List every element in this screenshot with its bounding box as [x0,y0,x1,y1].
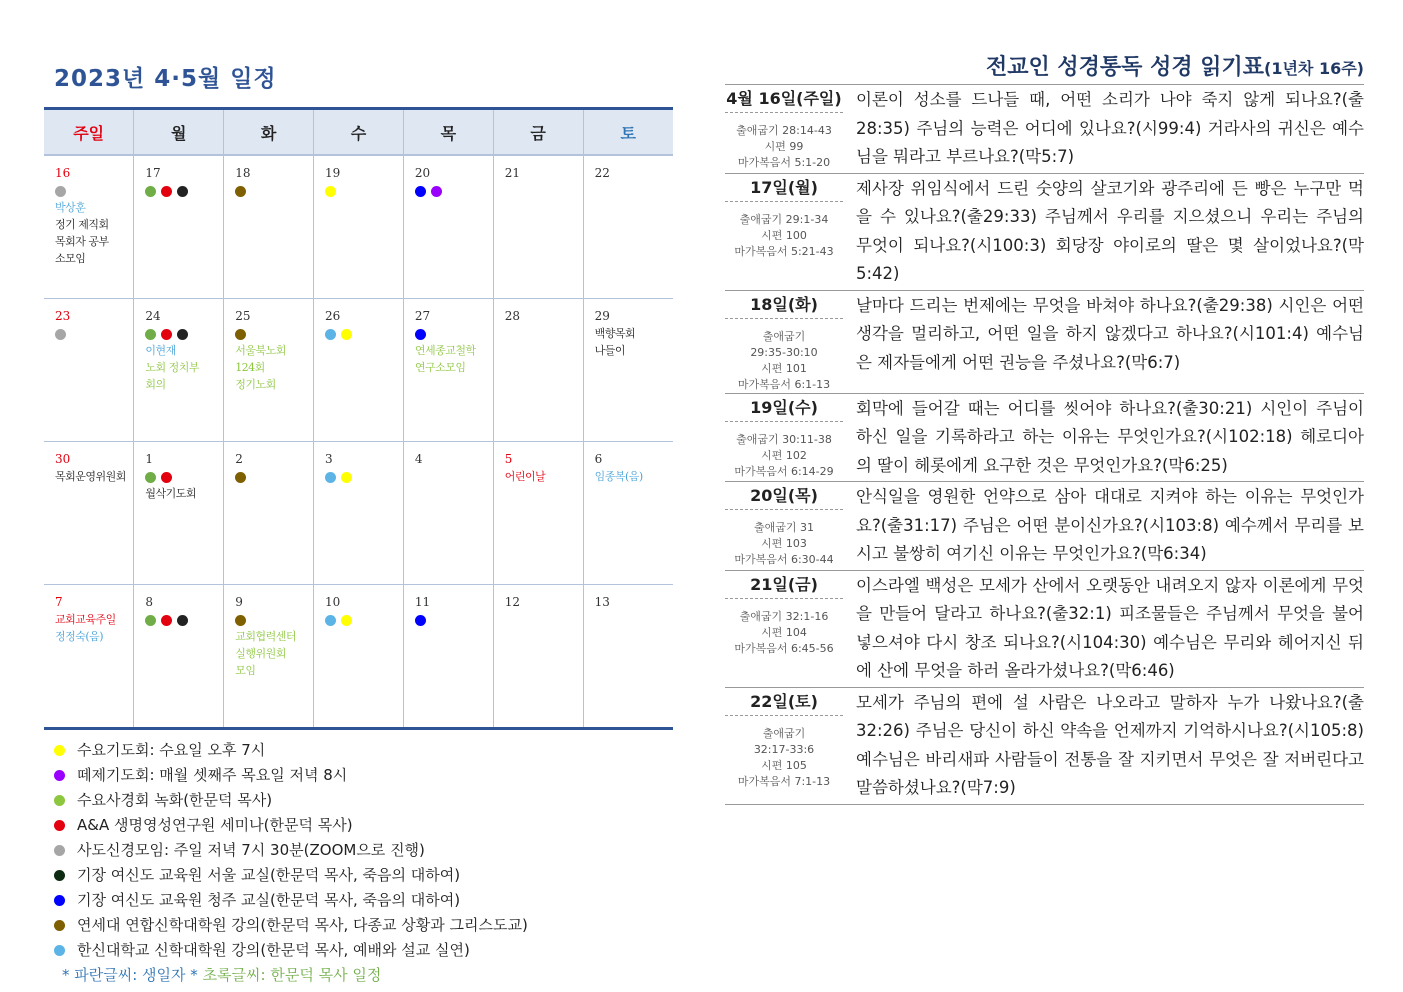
calendar-day-cell [314,299,404,442]
event-note: 124회 [235,361,265,374]
legend-text: 떼제기도회: 매월 셋째주 목요일 저녁 8시 [77,766,348,784]
day-number: 5 [504,452,513,466]
day-number: 24 [145,309,161,323]
legend-dot-icon [54,870,65,881]
day-number: 30 [55,452,71,466]
event-dot [145,329,156,340]
event-dots [325,611,403,628]
event-note: 실행위원회 [235,647,286,660]
event-dot [325,186,336,197]
reading-entry [725,291,1364,394]
day-number: 8 [145,595,153,609]
calendar-day-cell [44,299,134,442]
event-dot [415,615,426,626]
event-note: 박상훈 [55,201,86,214]
weekday-mon: 월 [134,109,224,156]
event-note: 임종복(음) [594,470,643,483]
event-dot [325,329,336,340]
calendar-day-cell [403,299,493,442]
event-dots [415,611,493,628]
event-note: 모임 [235,664,256,677]
reading-questions: 회막에 들어갈 때는 어디를 씻어야 하나요?(출30:21) 시인이 주님이 하신 일을 기록하라고 하는 이유는 무엇인가요?(시102:18) 헤로디아의 딸이 헤롯에게 요구한 것은 무엇인가요?(막6:25) [856,398,1364,475]
day-number: 23 [55,309,71,323]
legend-dot-icon [54,770,65,781]
day-number: 10 [325,595,341,609]
reading-entries [725,85,1364,805]
legend-text: 수요기도회: 수요일 오후 7시 [77,741,266,759]
day-number: 11 [414,595,431,609]
calendar-day-cell [583,442,673,585]
calendar-table [44,107,673,730]
reading-entry-left [725,571,843,687]
legend-item [54,763,674,788]
calendar-week-row [44,299,673,442]
reading-ref: 마가복음서 6:30-44 [734,553,834,566]
reading-entry [725,174,1364,291]
event-dots [55,325,133,342]
legend-dot-icon [54,945,65,956]
reading-ref: 시편 105 [761,758,807,772]
legend-item [54,888,674,913]
day-number: 18 [235,166,251,180]
day-number: 2 [235,452,243,466]
legend-item [54,938,674,963]
reading-ref: 시편 101 [761,361,807,375]
reading-day: 4월 16일(주일) [725,85,843,113]
weekday-tue: 화 [224,109,314,156]
reading-ref: 출애굽기 31 [754,521,814,534]
reading-ref: 마가복음서 6:45-56 [734,641,834,655]
weekday-sun: 주일 [44,109,134,156]
legend-item [54,738,674,763]
event-dot [177,615,188,626]
reading-refs [725,716,843,790]
reading-ref: 마가복음서 7:1-13 [737,774,831,788]
reading-ref: 시편 99 [764,140,804,153]
day-number: 9 [235,595,243,609]
event-dots [145,611,223,628]
event-note: 회의 [145,378,166,391]
weekday-thu: 목 [403,109,493,156]
reading-refs [725,510,843,568]
day-number: 25 [235,309,251,323]
event-dot [431,186,442,197]
event-dot [177,186,188,197]
event-note: 정기 제직회 [55,218,109,231]
reading-refs [725,422,843,480]
day-number: 22 [594,166,610,180]
calendar-day-cell [403,442,493,585]
footnote-blue: * 파란글씨: 생일자 * [62,966,203,984]
legend-dot-icon [54,745,65,756]
reading-ref: 시편 100 [761,228,807,242]
reading-day: 19일(수) [725,394,843,422]
event-note: 목회자 공부 [55,235,109,248]
legend-text: 수요사경회 녹화(한문덕 목사) [77,791,273,809]
reading-ref: 시편 102 [761,448,807,462]
day-number: 27 [414,309,431,323]
day-number: 17 [145,166,161,180]
event-note: 교회협력센터 [235,630,296,643]
calendar-body [44,155,673,729]
legend-dot-icon [54,820,65,831]
reading-title [725,50,1364,85]
event-dots [415,325,493,342]
day-number: 28 [504,309,520,323]
event-dots [325,182,403,199]
reading-day: 18일(화) [725,291,843,319]
legend-item [54,913,674,938]
legend-footnote [54,963,674,988]
legend-text: 사도신경모임: 주일 저녁 7시 30분(ZOOM으로 진행) [77,841,425,859]
event-dots [235,325,313,342]
event-dot [341,615,352,626]
day-number: 3 [325,452,333,466]
day-number: 21 [504,166,520,180]
event-dot [235,472,246,483]
legend-dot-icon [54,845,65,856]
event-dots [235,468,313,485]
event-dot [55,329,66,340]
event-dot [341,329,352,340]
reading-refs [725,113,843,171]
weekday-wed: 수 [314,109,404,156]
event-note: 나들이 [594,344,625,357]
day-number: 26 [325,309,341,323]
calendar-day-cell [583,155,673,299]
event-note: 소모임 [55,252,86,265]
calendar-day-cell [224,299,314,442]
legend-text: 기장 여신도 교육원 서울 교실(한문덕 목사, 죽음의 대하여) [77,866,461,884]
calendar-day-cell [403,585,493,729]
reading-questions: 이론이 성소를 드나들 때, 어떤 소리가 나야 죽지 않게 되나요?(출28:35) 주님의 능력은 어디에 있나요?(시99:4) 거라사의 귀신은 예수님을 뭐라고 부르나요?(막5:7) [856,90,1364,166]
calendar-day-cell [134,299,224,442]
event-dot [415,186,426,197]
reading-ref: 출애굽기 [762,726,806,740]
event-dots [235,611,313,628]
day-number: 4 [414,452,423,466]
calendar-week-row [44,585,673,729]
reading-refs [725,599,843,657]
reading-panel [725,50,1364,805]
event-dot [341,472,352,483]
day-number: 19 [325,166,341,180]
calendar-panel [44,60,674,988]
event-dot [235,615,246,626]
calendar-day-cell [493,442,583,585]
calendar-day-cell [134,585,224,729]
event-dots [415,182,493,199]
event-note: 교회교육주일 [55,613,116,626]
event-note: 노회 정치부 [145,361,199,374]
reading-day: 21일(금) [725,571,843,599]
reading-ref: 출애굽기 28:14-43 [736,124,832,137]
reading-ref: 출애굽기 30:11-38 [736,432,832,446]
calendar-day-cell [493,155,583,299]
event-note: 어린이날 [504,470,546,483]
legend-dot-icon [54,895,65,906]
day-number: 29 [594,309,610,323]
legend-item [54,863,674,888]
calendar-day-cell [583,585,673,729]
event-dot [325,472,336,483]
reading-ref: 29:35-30:10 [750,345,818,359]
event-dot [325,615,336,626]
event-dots [235,182,313,199]
legend [44,738,674,988]
calendar-week-row [44,155,673,299]
reading-entry-left [725,688,843,804]
legend-item [54,788,674,813]
event-dots [325,325,403,342]
calendar-day-cell [403,155,493,299]
event-note: 백향목회 [594,327,636,340]
event-note: 서울북노회 [235,344,286,357]
event-dot [145,186,156,197]
legend-dot-icon [54,795,65,806]
calendar-day-cell [224,155,314,299]
reading-entry-left [725,394,843,482]
event-note: 연구소모임 [414,361,466,374]
reading-questions: 제사장 위임식에서 드린 숫양의 살코기와 광주리에 든 빵은 누구만 먹을 수 있나요?(출29:33) 주님께서 우리를 지으셨으니 우리는 주님의 무엇이 되나요?(시100:3) 회당장 야이로의 딸은 몇 살이었나요?(막5:42) [856,178,1364,283]
reading-entry [725,688,1364,805]
day-number: 1 [145,452,153,466]
event-note: 정기노회 [235,378,276,391]
reading-ref: 32:17-33:6 [753,742,815,756]
reading-ref: 마가복음서 5:21-43 [734,244,834,258]
reading-ref: 출애굽기 29:1-34 [739,212,829,226]
calendar-day-cell [314,442,404,585]
reading-day: 20일(목) [725,482,843,510]
reading-ref: 시편 103 [761,537,807,550]
legend-item [54,813,674,838]
reading-refs [725,202,843,260]
footnote-green: 초록글씨: 한문덕 목사 일정 [202,966,382,984]
legend-text: 기장 여신도 교육원 청주 교실(한문덕 목사, 죽음의 대하여) [77,891,461,909]
event-dots [145,182,223,199]
calendar-day-cell [134,155,224,299]
reading-ref: 출애굽기 [762,329,806,343]
legend-dot-icon [54,920,65,931]
reading-title-main: 전교인 성경통독 성경 읽기표 [986,55,1265,80]
calendar-day-cell [44,155,134,299]
calendar-day-cell [44,585,134,729]
reading-day: 17일(월) [725,174,843,202]
event-dots [55,182,133,199]
day-number: 20 [414,166,431,180]
event-note: 목회운영위원회 [55,470,126,483]
calendar-day-cell [493,585,583,729]
event-dot [55,186,66,197]
reading-ref: 시편 104 [761,625,807,639]
event-dots [325,468,403,485]
event-dots [145,325,223,342]
reading-title-sub: (1년차 16주) [1264,59,1364,78]
event-dot [145,615,156,626]
legend-item [54,838,674,863]
legend-text: 연세대 연합신학대학원 강의(한문덕 목사, 다종교 상황과 그리스도교) [77,916,528,934]
reading-ref: 마가복음서 6:1-13 [737,377,831,391]
reading-ref: 마가복음서 5:1-20 [737,156,831,169]
event-note: 월삭기도회 [145,487,196,500]
event-note: 이현재 [145,344,176,357]
calendar-day-cell [44,442,134,585]
calendar-day-cell [224,442,314,585]
day-number: 6 [594,452,603,466]
day-number: 7 [55,595,63,609]
reading-entry [725,482,1364,571]
calendar-week-row [44,442,673,585]
reading-questions: 안식일을 영원한 언약으로 삼아 대대로 지켜야 하는 이유는 무엇인가요?(출31:17) 주님은 어떤 분이신가요?(시103:8) 예수께서 무리를 보시고 불쌍히 여기신 이유는 무엇인가요?(막6:34) [856,487,1364,563]
calendar-day-cell [224,585,314,729]
event-dot [177,329,188,340]
reading-entry-left [725,291,843,393]
reading-questions: 이스라엘 백성은 모세가 산에서 오랫동안 내려오지 않자 이론에게 무엇을 만들어 달라고 하나요?(출32:1) 피조물들은 주님께서 무엇을 불어 넣으셔야 다시 창조 되나요?(시104:30) 예수님은 무리와 헤어지신 뒤에 산에 무엇을 하러 올라가셨나요?(막6:46) [856,575,1364,680]
reading-day: 22일(토) [725,688,843,716]
reading-entry-left [725,174,843,290]
legend-list [54,738,674,963]
weekday-fri: 금 [493,109,583,156]
event-dots [145,468,223,485]
reading-ref: 출애굽기 32:1-16 [739,609,829,623]
event-note: 연세종교철학 [414,344,476,357]
event-note: 정정숙(음) [55,630,104,643]
calendar-day-cell [314,585,404,729]
event-dot [161,615,172,626]
event-dot [235,186,246,197]
event-dot [415,329,426,340]
reading-questions: 모세가 주님의 편에 설 사람은 나오라고 말하자 누가 나왔나요?(출32:26) 주님은 당신이 하신 약속을 언제까지 기억하시나요?(시105:8) 예수님은 바리새파 사람들이 전통을 잘 지키면서 무엇은 잘 저버린다고 말씀하셨나요?(막7:9) [856,692,1364,797]
calendar-day-cell [493,299,583,442]
legend-text: A&A 생명영성연구원 세미나(한문덕 목사) [77,816,353,834]
reading-questions: 날마다 드리는 번제에는 무엇을 바쳐야 하나요?(출29:38) 시인은 어떤 생각을 멀리하고, 어떤 일을 하지 않겠다고 하나요?(시101:4) 예수님은 제자들에게 어떤 권능을 주셨나요?(막6:7) [856,295,1364,372]
reading-ref: 마가복음서 6:14-29 [734,464,834,478]
reading-entry-left [725,482,843,570]
event-dot [145,472,156,483]
day-number: 16 [55,166,71,180]
day-number: 13 [594,595,610,609]
weekday-sat: 토 [583,109,673,156]
calendar-day-cell [134,442,224,585]
calendar-day-cell [314,155,404,299]
weekday-header-row [44,109,673,156]
event-dot [161,186,172,197]
reading-entry [725,571,1364,688]
reading-entry [725,85,1364,174]
reading-refs [725,319,843,393]
reading-entry [725,394,1364,483]
calendar-title: 2023년 4·5월 일정 [54,66,277,92]
calendar-day-cell [583,299,673,442]
reading-entry-left [725,85,843,173]
legend-text: 한신대학교 신학대학원 강의(한문덕 목사, 예배와 설교 실연) [77,941,470,959]
event-dot [161,472,172,483]
event-dot [161,329,172,340]
day-number: 12 [504,595,520,609]
event-dot [235,329,246,340]
